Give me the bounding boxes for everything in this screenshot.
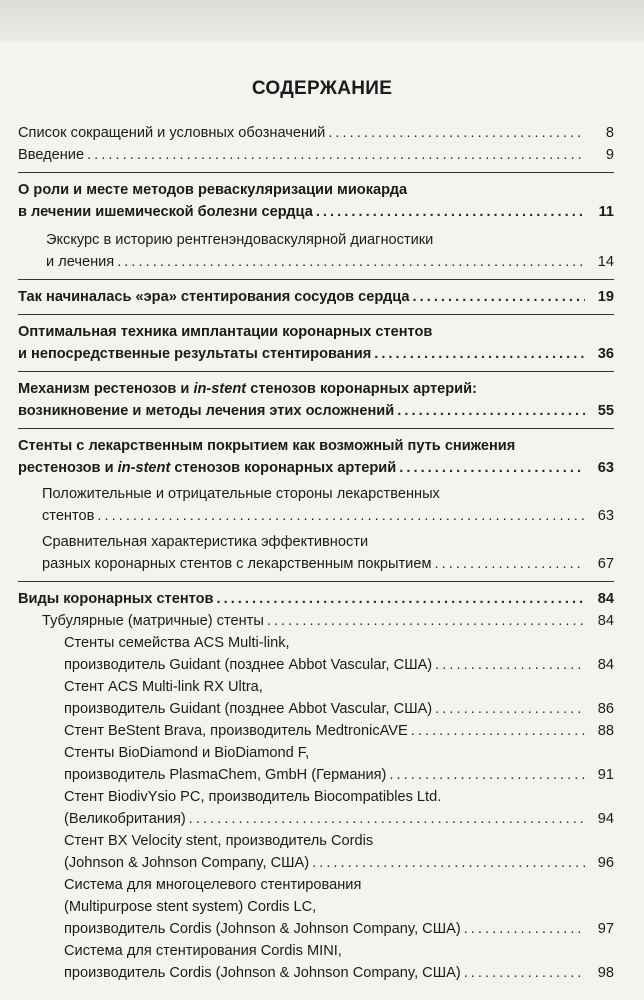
toc-page: 98: [597, 965, 614, 981]
toc-text: Список сокращений и условных обозначений: [18, 125, 326, 141]
toc-text: Стенты семейства ACS Multi-link,: [64, 635, 290, 651]
toc-text: разных коронарных стентов с лекарственным покрытием: [42, 556, 432, 572]
toc-page: 67: [597, 556, 614, 572]
toc-entry[interactable]: [18, 428, 614, 479]
toc-text: Сравнительная характеристика эффективности: [42, 534, 369, 550]
toc-entry[interactable]: [18, 172, 614, 223]
page-top-bleed: [0, 0, 644, 42]
toc-text: Так начиналась «эра» стентирования сосудов сердца: [18, 289, 410, 305]
toc-text-segment: возникновение и методы лечения этих осложнений: [18, 403, 395, 419]
toc-page: 63: [597, 460, 614, 476]
toc-text: производитель Cordis (Johnson & Johnson Company, США): [64, 965, 461, 981]
toc-text: Стент ACS Multi-link RX Ultra,: [64, 679, 263, 695]
toc-entry[interactable]: [18, 483, 614, 527]
toc-entry[interactable]: [18, 371, 614, 422]
toc-text-segment: рестенозов и in-stent стенозов коронарных артерий: [18, 460, 397, 476]
toc-text: производитель Guidant (позднее Abbot Vascular, США): [64, 657, 433, 673]
toc-entry[interactable]: [18, 786, 614, 830]
toc-entry[interactable]: [18, 676, 614, 720]
table-of-contents: [18, 122, 614, 984]
toc-page: 63: [597, 508, 614, 524]
toc-text: Стент BeStent Brava, производитель MedtronicAVE: [64, 723, 408, 739]
toc-text: в лечении ишемической болезни сердца: [18, 204, 313, 220]
toc-text: и непосредственные результаты стентирования: [18, 346, 372, 362]
toc-text: Стент BiodivYsio PC, производитель Biocompatibles Ltd.: [64, 789, 442, 805]
toc-page: 9: [605, 147, 614, 163]
toc-text: Введение: [18, 147, 85, 163]
toc-text: Виды коронарных стентов: [18, 591, 214, 607]
page-title: СОДЕРЖАНИЕ: [251, 78, 393, 99]
toc-text-segment: Стенты с лекарственным покрытием как возможный путь снижения: [18, 438, 516, 454]
toc-entry[interactable]: [18, 314, 614, 365]
toc-page: 84: [597, 591, 614, 607]
toc-text: Система для стентирования Cordis MINI,: [64, 943, 342, 959]
toc-text: (Великобритания): [64, 811, 186, 827]
toc-text: Система для многоцелевого стентирования: [64, 877, 362, 893]
toc-entry[interactable]: [18, 144, 614, 166]
toc-entry[interactable]: [18, 632, 614, 676]
toc-text: Стенты BioDiamond и BioDiamond F,: [64, 745, 310, 761]
toc-text: стентов: [42, 508, 95, 524]
toc-entry[interactable]: [18, 229, 614, 273]
toc-text: О роли и месте методов реваскуляризации миокарда: [18, 182, 408, 198]
toc-text: и лечения: [46, 254, 115, 270]
toc-entry[interactable]: [18, 940, 614, 984]
toc-page: 97: [597, 921, 614, 937]
toc-page: 91: [597, 767, 614, 783]
toc-entry[interactable]: [18, 610, 614, 632]
toc-page: 96: [597, 855, 614, 871]
toc-text: (Multipurpose stent system) Cordis LC,: [64, 899, 317, 915]
toc-page: 19: [597, 289, 614, 305]
toc-text: производитель Guidant (позднее Abbot Vascular, США): [64, 701, 433, 717]
toc-page: 8: [605, 125, 614, 141]
toc-page: 11: [598, 204, 614, 220]
toc-entry[interactable]: [18, 531, 614, 575]
toc-text: Тубулярные (матричные) стенты: [42, 613, 264, 629]
toc-page: 86: [597, 701, 614, 717]
toc-text: Положительные и отрицательные стороны лекарственных: [42, 486, 440, 502]
toc-entry[interactable]: [18, 830, 614, 874]
toc-page: 84: [597, 613, 614, 629]
toc-page: 55: [597, 403, 614, 419]
toc-entry[interactable]: [18, 742, 614, 786]
toc-entry[interactable]: [18, 874, 614, 940]
toc-page: 14: [597, 254, 614, 270]
toc-text-segment: Механизм рестенозов и in-stent стенозов коронарных артерий:: [18, 381, 477, 397]
toc-text: производитель Cordis (Johnson & Johnson Company, США): [64, 921, 461, 937]
toc-page: 88: [597, 723, 614, 739]
toc-text: Стент BX Velocity stent, производитель Cordis: [64, 833, 374, 849]
toc-text: Экскурс в историю рентгенэндоваскулярной диагностики: [46, 232, 434, 248]
toc-entry[interactable]: [18, 720, 614, 742]
toc-page: 84: [597, 657, 614, 673]
toc-page: 36: [597, 346, 614, 362]
toc-entry[interactable]: [18, 122, 614, 144]
toc-text: производитель PlasmaChem, GmbH (Германия): [64, 767, 387, 783]
toc-text: Оптимальная техника имплантации коронарных стентов: [18, 324, 433, 340]
toc-page: 94: [597, 811, 614, 827]
toc-entry[interactable]: [18, 581, 614, 610]
toc-entry[interactable]: [18, 279, 614, 308]
toc-text: (Johnson & Johnson Company, США): [64, 855, 310, 871]
